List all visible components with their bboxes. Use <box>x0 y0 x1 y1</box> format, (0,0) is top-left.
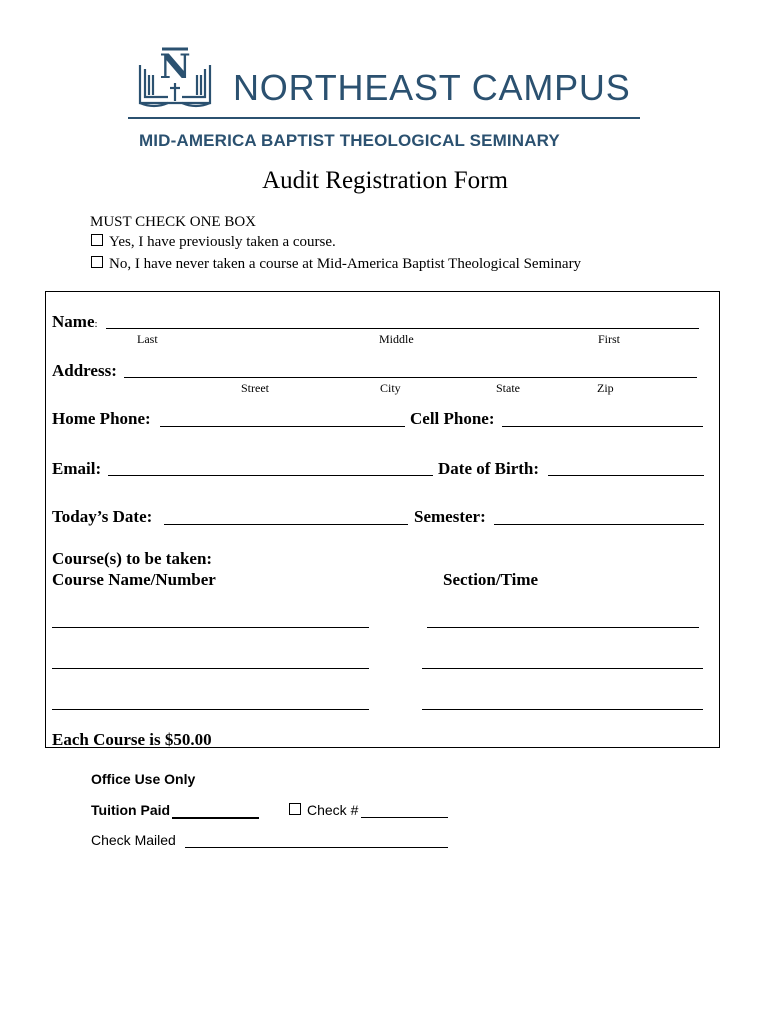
check-mailed-label: Check Mailed <box>91 832 176 848</box>
address-field[interactable] <box>124 377 697 378</box>
courses-heading: Course(s) to be taken: <box>52 549 213 568</box>
name-middle-caption: Middle <box>379 332 414 346</box>
dob-label: Date of Birth: <box>438 459 540 478</box>
checkbox-yes[interactable] <box>91 234 103 246</box>
course-name-field-3[interactable] <box>52 709 369 710</box>
name-last-caption: Last <box>137 332 158 346</box>
email-field[interactable] <box>108 475 433 476</box>
section-time-field-3[interactable] <box>422 709 703 710</box>
check-number-label: Check # <box>307 802 359 818</box>
instructions-heading: MUST CHECK ONE BOX <box>90 214 256 230</box>
address-zip-caption: Zip <box>597 381 614 395</box>
dob-field[interactable] <box>548 475 704 476</box>
option-no <box>91 256 581 273</box>
address-street-caption: Street <box>241 381 269 395</box>
semester-field[interactable] <box>494 524 704 525</box>
logo-divider <box>128 117 640 119</box>
form-title: Audit Registration Form <box>262 167 508 194</box>
address-city-caption: City <box>380 381 401 395</box>
check-number-item <box>289 802 358 818</box>
email-label: Email: <box>52 459 102 478</box>
name-field[interactable] <box>106 328 699 329</box>
course-name-field-2[interactable] <box>52 668 369 669</box>
cost-note: Each Course is $50.00 <box>52 730 212 749</box>
seminary-name: MID-AMERICA BAPTIST THEOLOGICAL SEMINARY <box>139 131 560 150</box>
option-yes <box>91 234 336 251</box>
check-number-checkbox[interactable] <box>289 803 301 815</box>
todays-date-label: Today’s Date: <box>52 507 153 526</box>
name-first-caption: First <box>598 332 621 346</box>
cell-phone-label: Cell Phone: <box>410 409 495 428</box>
address-state-caption: State <box>496 381 520 395</box>
check-number-field[interactable] <box>361 817 448 818</box>
open-book-logo-icon <box>134 45 216 111</box>
home-phone-field[interactable] <box>160 426 405 427</box>
address-label: Address: <box>52 361 117 380</box>
check-mailed-field[interactable] <box>185 847 448 848</box>
option-no-label: No, I have never taken a course at Mid-America Baptist Theological Seminary <box>109 256 582 272</box>
checkbox-no[interactable] <box>91 256 103 268</box>
semester-label: Semester: <box>414 507 486 526</box>
section-time-field-2[interactable] <box>422 668 703 669</box>
campus-name: NORTHEAST CAMPUS <box>233 67 631 108</box>
seminary-logo <box>134 42 644 154</box>
office-use-heading: Office Use Only <box>91 771 196 787</box>
section-time-label: Section/Time <box>443 570 539 589</box>
course-name-field-1[interactable] <box>52 627 369 628</box>
home-phone-label: Home Phone: <box>52 409 151 428</box>
course-name-number-label: Course Name/Number <box>52 570 216 589</box>
todays-date-field[interactable] <box>164 524 408 525</box>
name-label: Name: <box>52 312 98 331</box>
section-time-field-1[interactable] <box>427 627 699 628</box>
option-yes-label: Yes, I have previously taken a course. <box>109 234 336 250</box>
cell-phone-field[interactable] <box>502 426 703 427</box>
tuition-paid-label: Tuition Paid <box>91 802 171 818</box>
svg-text:N: N <box>159 47 191 87</box>
tuition-paid-field[interactable] <box>172 817 259 819</box>
